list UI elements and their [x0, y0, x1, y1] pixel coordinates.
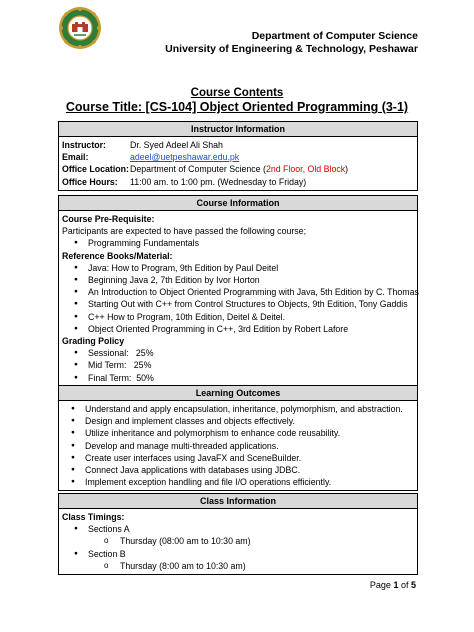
learning-outcomes-list [59, 403, 414, 488]
office-location-value: Department of Computer Science (2nd Floor, Old Block) [130, 164, 349, 175]
list-item: ● Starting Out with C++ from Control Structures to Objects, 9th Edition, Tony Gaddis [62, 298, 414, 310]
list-item: ● Object Oriented Programming in C++, 3rd Edition by Robert Lafore [62, 323, 414, 335]
email-row [62, 151, 414, 163]
section-b [62, 548, 414, 560]
class-timings-title: Class Timings: [62, 512, 125, 522]
course-title: Course Title: [CS-104] Object Oriented Programming (3-1) [65, 100, 409, 114]
course-contents-title: Course Contents [190, 87, 284, 99]
total-pages: 5 [410, 580, 416, 590]
department-name: Department of Computer Science [251, 30, 418, 42]
section-time: o Thursday (08:00 am to 10:30 am) [62, 535, 414, 547]
prereq-list [62, 237, 414, 249]
section-name: ● Section B [62, 548, 414, 560]
grading-policy-list [62, 347, 414, 384]
list-item: ● Develop and manage multi-threaded applications. [59, 440, 414, 452]
list-item: ● Utilize inheritance and polymorphism to enhance code reusability. [59, 427, 414, 439]
section-name: ● Sections A [62, 523, 414, 535]
office-hours-row [62, 176, 414, 188]
list-item: ● Final Term: 50% [62, 372, 414, 384]
university-name: University of Engineering & Technology, Peshawar [165, 43, 418, 55]
list-item: ● Mid Term: 25% [62, 359, 414, 371]
office-hours-label: Office Hours: [62, 176, 118, 187]
list-item: ● Connect Java applications with databases using JDBC. [59, 464, 414, 476]
office-location-row [62, 163, 414, 175]
section-a-times [62, 535, 414, 547]
reference-books-list [62, 262, 419, 335]
learning-outcomes-header: Learning Outcomes [59, 386, 417, 401]
list-item: ● C++ How to Program, 10th Edition, Deitel & Deitel. [62, 311, 414, 323]
prereq-title: Course Pre-Requisite: [62, 214, 155, 224]
course-info-header: Course Information [59, 196, 417, 211]
section-b-times [62, 560, 414, 572]
list-item: ● Programming Fundamentals [62, 237, 414, 249]
list-item: ● Create user interfaces using JavaFX and SceneBuilder. [59, 452, 414, 464]
department-header [165, 30, 418, 56]
instructor-info-box [58, 121, 418, 191]
office-floor-highlight: 2nd Floor, Old Block [265, 164, 346, 175]
current-page: 1 [393, 580, 399, 590]
list-item: ● Understand and apply encapsulation, inheritance, polymorphism, and abstraction. [59, 403, 414, 415]
grading-policy-title: Grading Policy [62, 336, 125, 347]
section-time: o Thursday (8:00 am to 10:30 am) [62, 560, 414, 572]
instructor-label: Instructor: [62, 140, 106, 150]
class-info-box [58, 493, 418, 575]
prereq-text: Participants are expected to have passed the following course; [62, 226, 307, 237]
instructor-info-header: Instructor Information [59, 122, 417, 137]
page-number: Page 1 of 5 [369, 580, 416, 590]
section-a [62, 523, 414, 535]
list-item: ● Design and implement classes and objects effectively. [59, 415, 414, 427]
class-info-header: Class Information [59, 494, 417, 509]
list-item: ● Sessional: 25% [62, 347, 414, 359]
list-item: ● Java: How to Program, 9th Edition by Paul Deitel [62, 262, 414, 274]
list-item: ● Beginning Java 2, 7th Edition by Ivor Horton [62, 274, 414, 286]
list-item: ● An Introduction to Object Oriented Programming with Java, 5th Edition by C. Thomas [62, 286, 414, 298]
instructor-row [62, 139, 414, 151]
instructor-name: Dr. Syed Adeel Ali Shah [130, 140, 223, 150]
course-info-box [58, 195, 418, 387]
email-label: Email: [62, 152, 89, 163]
learning-outcomes-box [58, 385, 418, 491]
course-heading [0, 86, 474, 114]
email-link[interactable]: adeel@uetpeshawar.edu.pk [130, 152, 240, 163]
reference-books-title: Reference Books/Material: [62, 250, 173, 261]
list-item: ● Implement exception handling and file I/O operations efficiently. [59, 476, 414, 488]
office-location-label: Office Location: [62, 164, 129, 175]
university-seal-logo [58, 6, 102, 50]
office-hours-value: 11:00 am. to 1:00 pm. (Wednesday to Friday) [130, 176, 307, 187]
